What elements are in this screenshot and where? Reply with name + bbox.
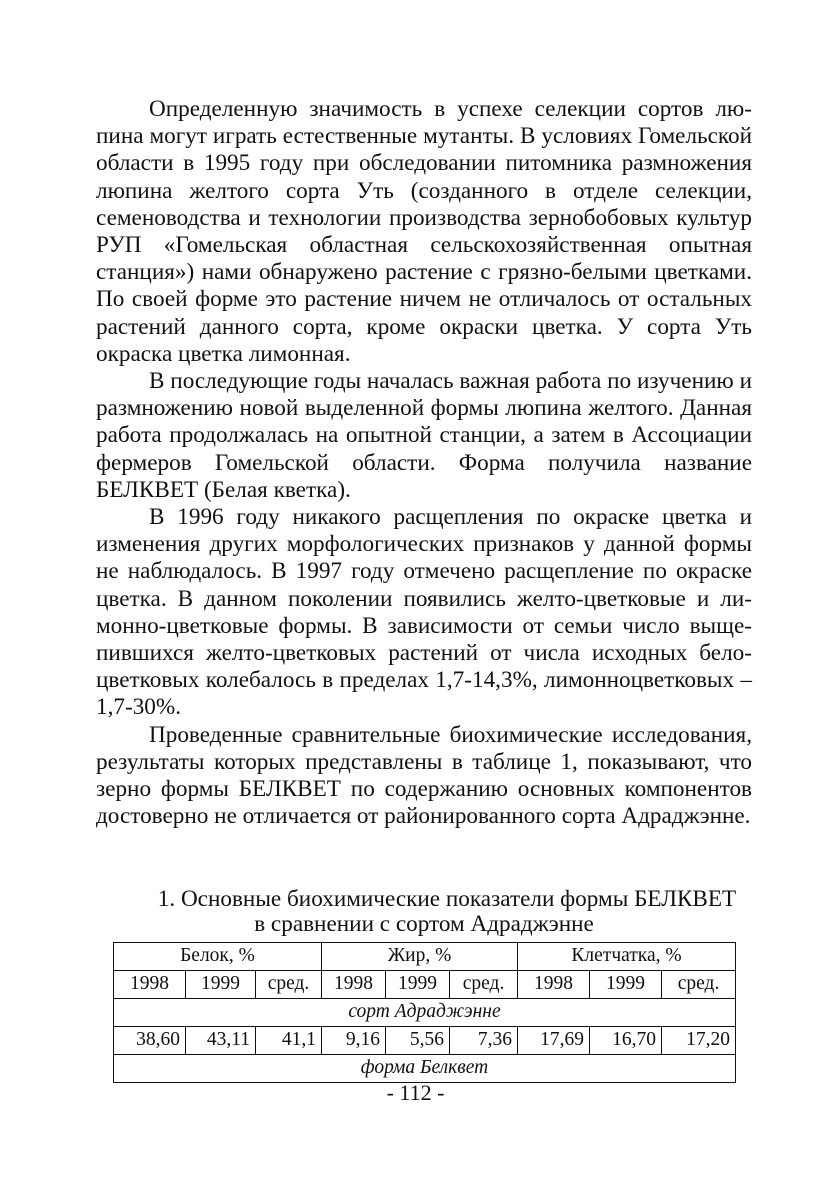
subheader-cell: 1998 [322, 971, 386, 999]
value-cell: 5,56 [386, 1027, 450, 1055]
subheader-cell: 1999 [590, 971, 662, 999]
section-label-belkvet: форма Белквет [114, 1055, 736, 1083]
data-table [113, 942, 736, 1083]
table-section-row [114, 1055, 736, 1083]
value-cell: 17,20 [662, 1027, 736, 1055]
value-cell: 16,70 [590, 1027, 662, 1055]
section-label-adradzhenne: сорт Адраджэнне [114, 999, 736, 1027]
group-header-protein: Белок, % [114, 943, 322, 971]
subheader-cell: 1999 [186, 971, 256, 999]
body-text [96, 96, 752, 830]
table-subheader-row [114, 971, 736, 999]
subheader-cell: сред. [256, 971, 322, 999]
value-cell: 9,16 [322, 1027, 386, 1055]
subheader-cell: сред. [662, 971, 736, 999]
subheader-cell: сред. [450, 971, 518, 999]
paragraph-3: В 1996 году никакого расщепления по окраске цветка и изменения других морфологических признаков у данной формы не наблюдалось. В 1997 году отмечено расщепление по окраске цветка. В данном поколении появились желто-цветковые и лимонно-цветковые формы. В зависимости от семьи число выщепившихся желто-цветковых растений от числа исходных белоцветковых колебалось в пределах 1,7-14,3%, лимонноцветковых – 1,7-30%. [96, 504, 752, 721]
table-row [114, 1027, 736, 1055]
value-cell: 7,36 [450, 1027, 518, 1055]
paragraph-1: Определенную значимость в успехе селекции сортов люпина могут играть естественные мутанты. В условиях Гомельской области в 1995 году при обследовании питомника размножения люпина желтого сорта Уть (созданного в отделе селекции, семеноводства и технологии производства зернобобовых культур РУП «Гомельская областная сельскохозяйственная опытная станция») нами обнаружено растение с грязно-белыми цветками. По своей форме это растение ничем не отличалось от остальных растений данного сорта, кроме окраски цветка. У сорта Уть окраска цветка лимонная. [96, 96, 752, 367]
table-section-row [114, 999, 736, 1027]
table-group-header-row [114, 943, 736, 971]
table-caption-line1: 1. Основные биохимические показатели формы БЕЛКВЕТ [157, 886, 737, 912]
subheader-cell: 1998 [114, 971, 186, 999]
value-cell: 38,60 [114, 1027, 186, 1055]
value-cell: 43,11 [186, 1027, 256, 1055]
paragraph-2: В последующие годы началась важная работа по изучению и размножению новой выделенной формы люпина желтого. Данная работа продолжалась на опытной станции, а затем в Ассоциации фермеров Гомельской области. Форма получила название БЕЛКВЕТ (Белая кветка). [96, 368, 752, 503]
subheader-cell: 1999 [386, 971, 450, 999]
paragraph-4: Проведенные сравнительные биохимические исследования, результаты которых представлены в таблице 1, показывают, что зерно формы БЕЛКВЕТ по содержанию основных компонентов достоверно не отличается от районированного сорта Адраджэнне. [96, 721, 752, 830]
table-caption-line2: в сравнении с сортом Адраджэнне [254, 911, 594, 937]
subheader-cell: 1998 [518, 971, 590, 999]
value-cell: 17,69 [518, 1027, 590, 1055]
value-cell: 41,1 [256, 1027, 322, 1055]
table-caption [96, 887, 752, 937]
page-number: - 112 - [386, 1080, 445, 1105]
group-header-fiber: Клетчатка, % [518, 943, 736, 971]
group-header-fat: Жир, % [322, 943, 518, 971]
